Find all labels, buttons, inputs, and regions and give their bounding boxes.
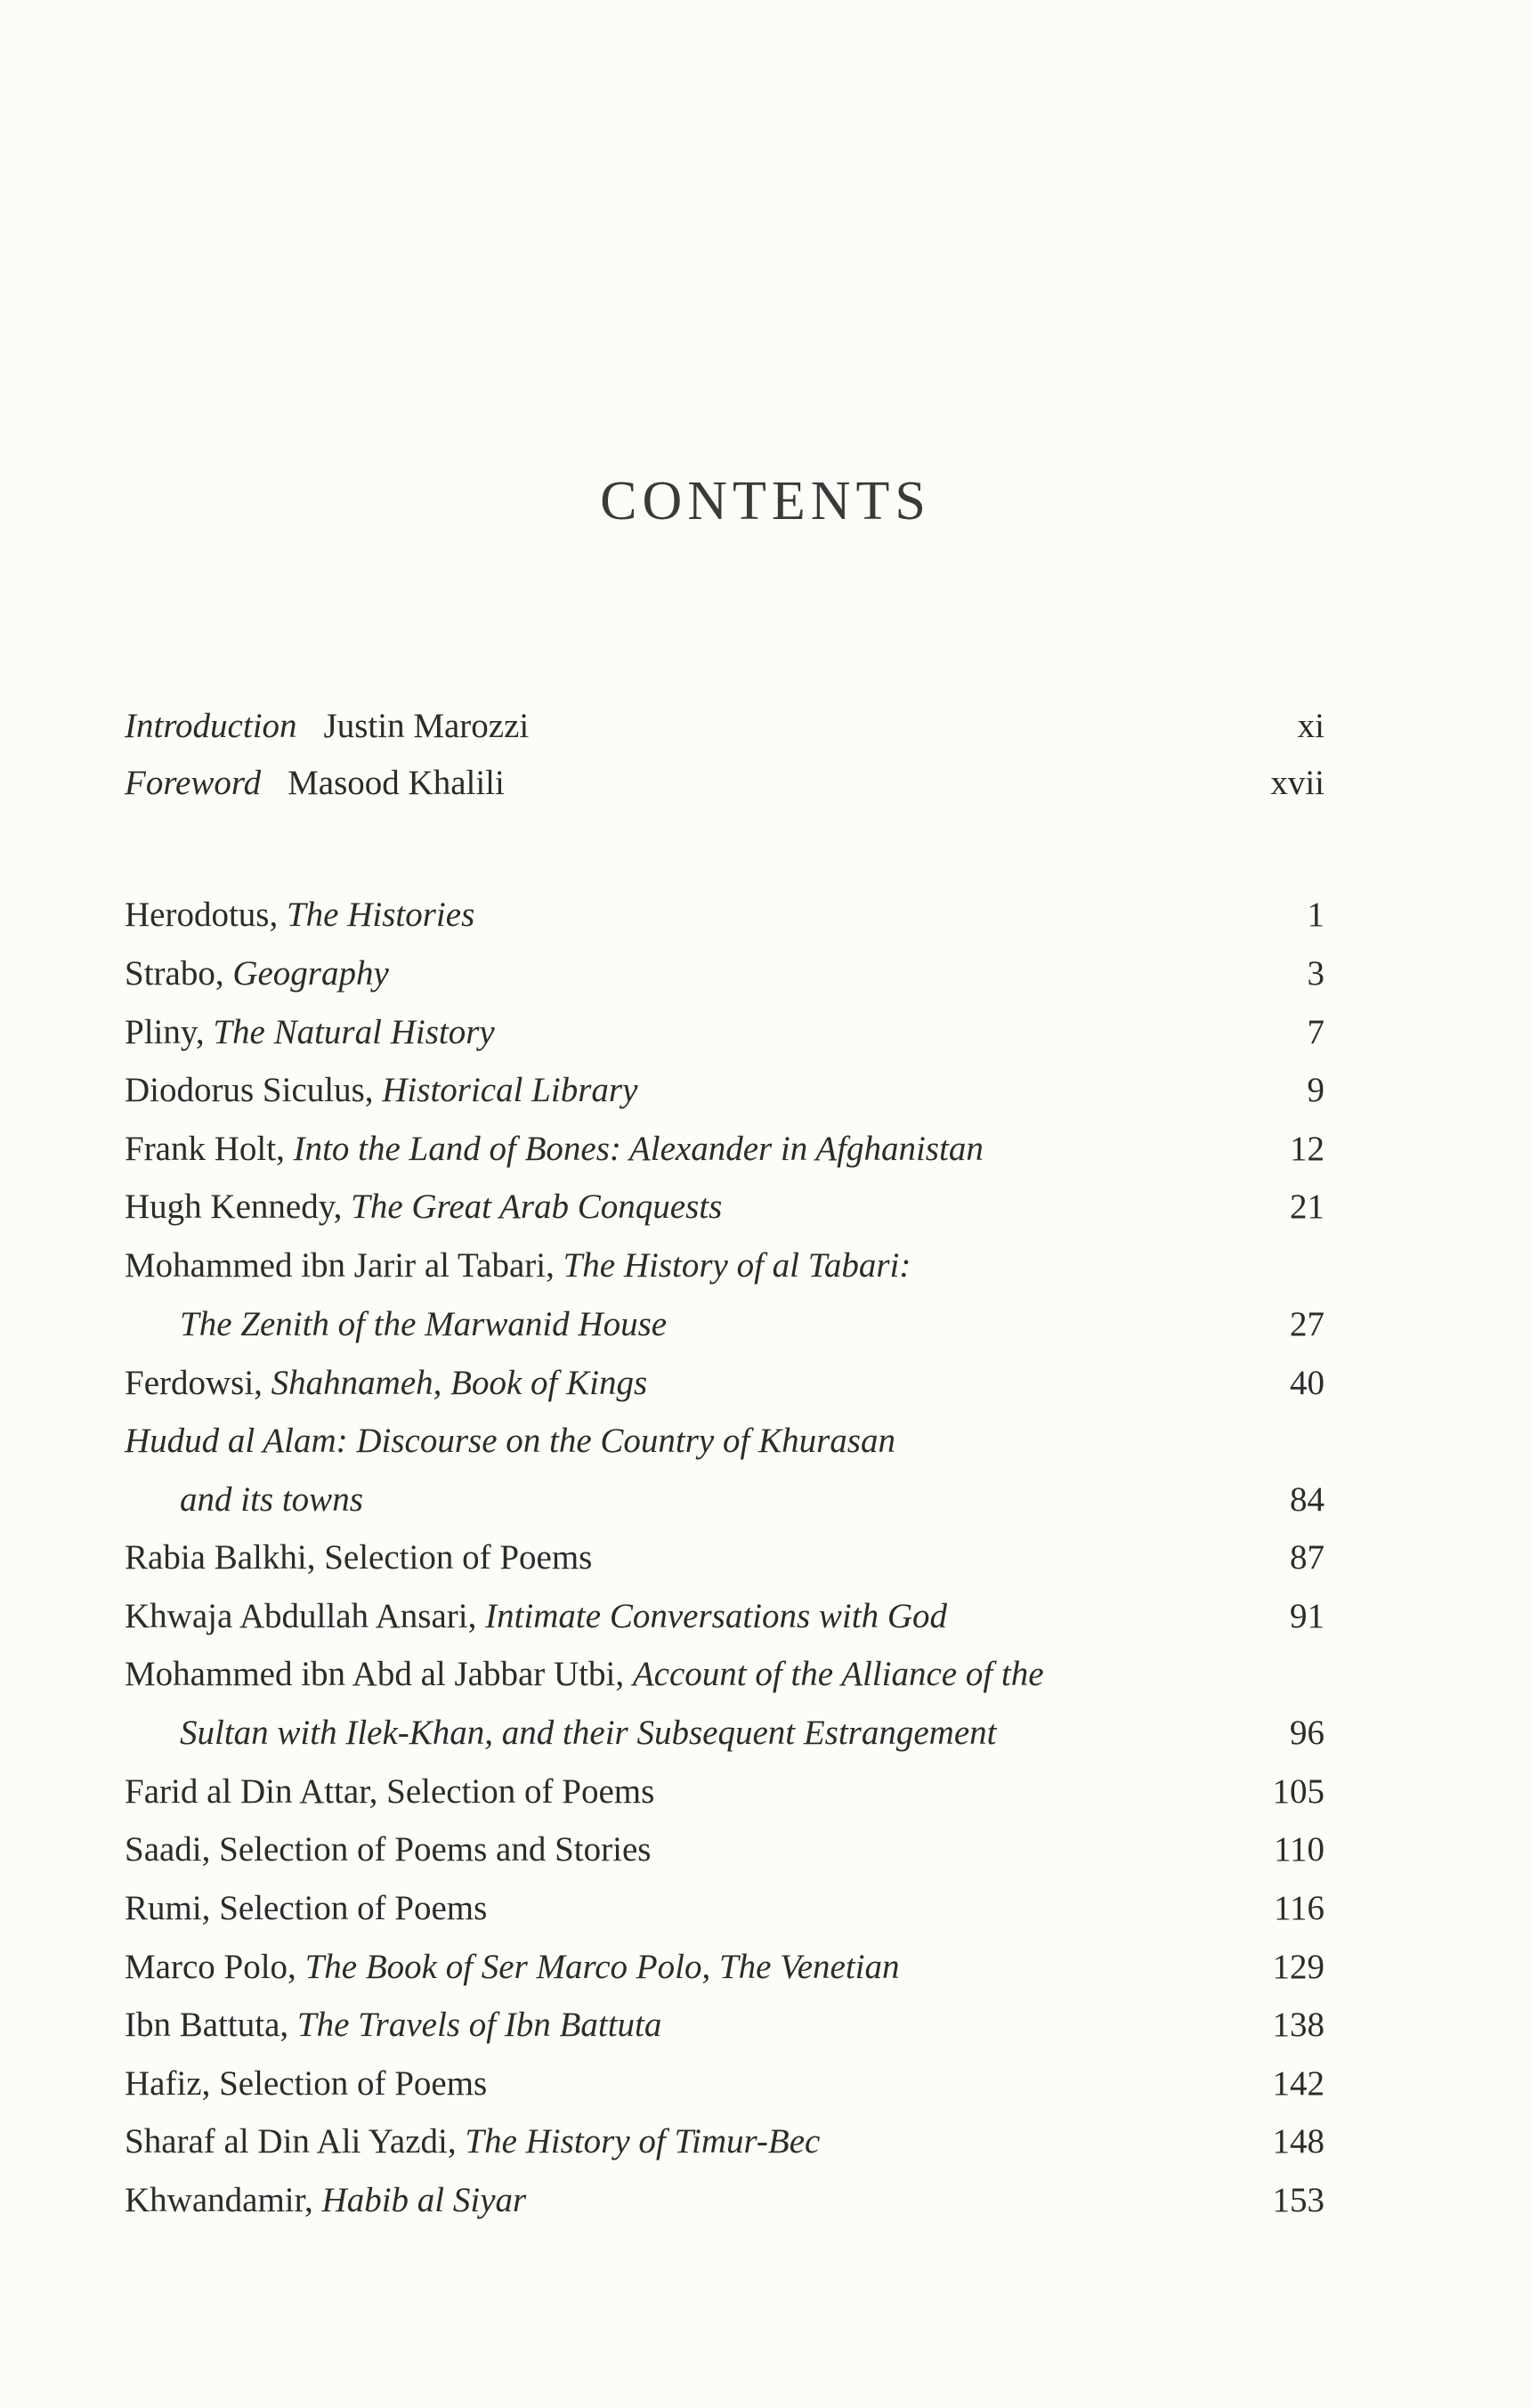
front-matter-label: Foreword [125, 764, 262, 802]
toc-page-number: 138 [1272, 2006, 1324, 2044]
front-matter-label: Introduction [125, 707, 297, 745]
toc-page-number: 1 [1307, 896, 1324, 934]
entry-work: Account of the Alliance of the [632, 1655, 1044, 1693]
entry-work-continued: and its towns [180, 1480, 363, 1519]
toc-page-number: 12 [1290, 1130, 1324, 1168]
entry-work: Intimate Conversations with God [485, 1597, 948, 1635]
toc-entry[interactable] [125, 1648, 1324, 1701]
toc-page-number: 105 [1272, 1772, 1324, 1811]
toc-entry-continuation[interactable] [125, 1298, 1324, 1351]
toc-page-number: 148 [1272, 2122, 1324, 2161]
toc-entry[interactable] [125, 1999, 1324, 2052]
entry-work: Shahnameh, Book of Kings [271, 1364, 648, 1402]
page-title: CONTENTS [600, 471, 931, 531]
entry-work: Selection of Poems [324, 1538, 593, 1577]
entry-author: Marco Polo, [125, 1948, 305, 1986]
toc-entry[interactable] [125, 1531, 1324, 1585]
toc-entry[interactable] [125, 1823, 1324, 1877]
toc-page-number: 142 [1272, 2064, 1324, 2103]
entry-author: Mohammed ibn Jarir al Tabari, [125, 1246, 563, 1285]
entry-author: Sharaf al Din Ali Yazdi, [125, 2122, 466, 2161]
toc-entry[interactable] [125, 1415, 1324, 1468]
entry-author: Rumi, [125, 1889, 220, 1927]
entry-author: Frank Holt, [125, 1130, 294, 1168]
entry-author: Khwandamir, [125, 2181, 322, 2219]
toc-entry-foreword[interactable] [125, 757, 1324, 810]
entry-author: Rabia Balkhi, [125, 1538, 325, 1577]
toc-page-number: 129 [1272, 1948, 1324, 1986]
toc-page-number: xvii [1270, 764, 1324, 802]
entry-work: Habib al Siyar [321, 2181, 527, 2219]
entry-author: Saadi, [125, 1830, 220, 1869]
toc-page-number: 87 [1290, 1538, 1324, 1577]
toc-page-number: 7 [1307, 1013, 1324, 1051]
toc-page-number: 91 [1290, 1597, 1324, 1635]
toc-entry[interactable] [125, 1006, 1324, 1059]
toc-entry[interactable] [125, 2115, 1324, 2169]
entry-work: The Travels of Ibn Battuta [296, 2006, 662, 2044]
entry-work: The Histories [286, 896, 475, 934]
entry-author: Farid al Din Attar, [125, 1772, 387, 1811]
toc-page-number: 153 [1272, 2181, 1324, 2219]
toc-entry[interactable] [125, 888, 1324, 942]
entry-work: The Natural History [213, 1013, 495, 1051]
toc-entry[interactable] [125, 2174, 1324, 2227]
entry-author: Ferdowsi, [125, 1364, 271, 1402]
front-matter-author: Masood Khalili [288, 764, 505, 802]
entry-work: The Great Arab Conquests [351, 1188, 723, 1226]
entry-work: Selection of Poems [386, 1772, 655, 1811]
entry-author: Ibn Battuta, [125, 2006, 297, 2044]
entry-work: Selection of Poems and Stories [219, 1830, 652, 1869]
entry-author: Mohammed ibn Abd al Jabbar Utbi, [125, 1655, 633, 1693]
entry-author: Khwaja Abdullah Ansari, [125, 1597, 486, 1635]
entry-author: Herodotus, [125, 896, 287, 934]
entry-work: Hudud al Alam: Discourse on the Country of Khurasan [125, 1422, 895, 1460]
entry-work: The History of al Tabari: [563, 1246, 911, 1285]
toc-page-number: 27 [1290, 1305, 1324, 1343]
toc-page-number: 116 [1273, 1889, 1324, 1927]
toc-entry[interactable] [125, 1765, 1324, 1819]
toc-entry[interactable] [125, 1064, 1324, 1117]
toc-page-number: 9 [1307, 1071, 1324, 1109]
entry-work: The History of Timur-Bec [465, 2122, 821, 2161]
toc-entry-label [125, 700, 529, 753]
toc-entry[interactable] [125, 1180, 1324, 1234]
entry-work: Into the Land of Bones: Alexander in Afghanistan [293, 1130, 984, 1168]
toc-entry-label [125, 757, 505, 810]
entry-work: Selection of Poems [219, 1889, 488, 1927]
entry-author: Hafiz, [125, 2064, 220, 2103]
toc-entry[interactable] [125, 1357, 1324, 1410]
toc-page-number: 110 [1273, 1830, 1324, 1869]
toc-entry[interactable] [125, 2057, 1324, 2111]
toc-entry[interactable] [125, 947, 1324, 1001]
entry-work-continued: Sultan with Ilek-Khan, and their Subsequent Estrangement [180, 1714, 997, 1752]
toc-entry-continuation[interactable] [125, 1473, 1324, 1527]
front-matter-author: Justin Marozzi [323, 707, 530, 745]
toc-page-number: xi [1297, 707, 1324, 745]
toc-entry[interactable] [125, 1123, 1324, 1176]
toc-entry[interactable] [125, 1882, 1324, 1935]
entry-work: Geography [232, 954, 389, 993]
entry-work: The Book of Ser Marco Polo, The Venetian [304, 1948, 900, 1986]
entry-author: Diodorus Siculus, [125, 1071, 383, 1109]
toc-entry-continuation[interactable] [125, 1707, 1324, 1760]
toc-entry[interactable] [125, 1239, 1324, 1293]
entry-author: Pliny, [125, 1013, 214, 1051]
toc-page-number: 84 [1290, 1480, 1324, 1519]
toc-entry[interactable] [125, 1590, 1324, 1643]
entry-work: Historical Library [382, 1071, 638, 1109]
entry-author: Hugh Kennedy, [125, 1188, 352, 1226]
entry-author: Strabo, [125, 954, 233, 993]
toc-entry-introduction[interactable] [125, 700, 1324, 753]
entry-work: Selection of Poems [219, 2064, 488, 2103]
toc-page-number: 21 [1290, 1188, 1324, 1226]
toc-page-number: 96 [1290, 1714, 1324, 1752]
toc-page-number: 40 [1290, 1364, 1324, 1402]
entry-work-continued: The Zenith of the Marwanid House [180, 1305, 668, 1343]
toc-page-number: 3 [1307, 954, 1324, 993]
toc-entry[interactable] [125, 1941, 1324, 1994]
